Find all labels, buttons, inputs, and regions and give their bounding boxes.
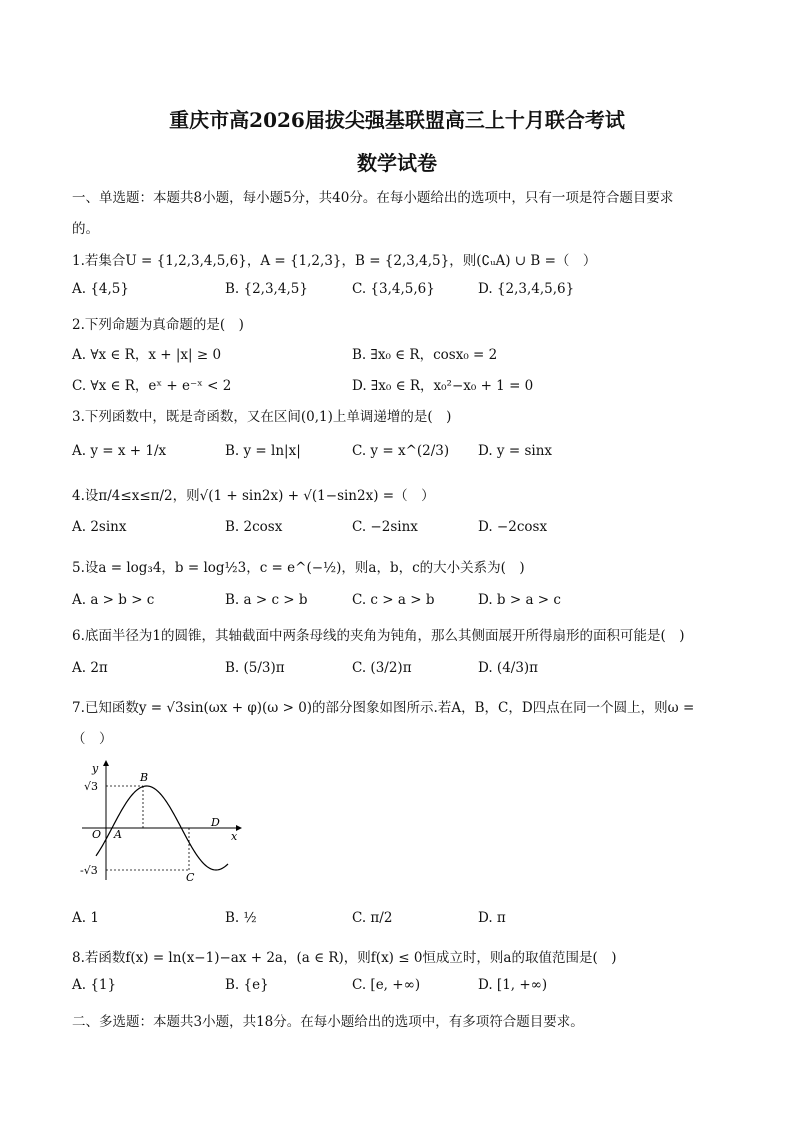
- q1-option-a: A. {4,5}: [72, 281, 129, 297]
- q1-stem: 1.若集合U = {1,2,3,4,5,6}，A = {1,2,3}，B = {2,3,4,5}，则(∁ᵤA) ∪ B =（ ）: [72, 253, 597, 269]
- q7-option-b: B. ½: [225, 910, 257, 926]
- q1-option-c: C. {3,4,5,6}: [352, 281, 435, 297]
- q3-stem: 3.下列函数中，既是奇函数，又在区间(0,1)上单调递增的是( ): [72, 409, 452, 425]
- q4-option-a: A. 2sinx: [72, 519, 127, 535]
- point-a-label: A: [114, 828, 122, 841]
- q7-option-a: A. 1: [72, 910, 99, 926]
- q7-stem: 7.已知函数y = √3sin(ωx + φ)(ω > 0)的部分图象如图所示.若A，B，C，D四点在同一个圆上，则ω =: [72, 700, 695, 716]
- q6-option-a: A. 2π: [72, 660, 108, 676]
- sqrt3-label: √3: [84, 780, 99, 793]
- q8-option-a: A. {1}: [72, 977, 117, 993]
- q2-option-d: D. ∃x₀ ∈ R，x₀²−x₀ + 1 = 0: [352, 378, 534, 394]
- section1-heading-cont: 的。: [72, 221, 99, 237]
- origin-label: O: [92, 828, 102, 841]
- q2-stem: 2.下列命题为真命题的是( ): [72, 317, 244, 333]
- exam-title: 重庆市高2026届拔尖强基联盟高三上十月联合考试: [169, 108, 625, 132]
- q8-option-b: B. {e}: [225, 977, 269, 993]
- q3-option-c: C. y = x^(2/3): [352, 443, 450, 459]
- section1-heading: 一、单选题：本题共8小题，每小题5分，共40分。在每小题给出的选项中，只有一项是符合题目要求: [72, 190, 674, 206]
- q6-option-b: B. (5/3)π: [225, 660, 285, 676]
- q5-option-d: D. b > a > c: [478, 592, 561, 608]
- neg-sqrt3-label: -√3: [80, 864, 98, 877]
- q5-option-b: B. a > c > b: [225, 592, 308, 608]
- q6-option-d: D. (4/3)π: [478, 660, 539, 676]
- q4-option-b: B. 2cosx: [225, 519, 283, 535]
- q5-stem: 5.设a = log₃4，b = log½3，c = e^(−½)，则a，b，c的大小关系为( ): [72, 560, 525, 576]
- q3-option-d: D. y = sinx: [478, 443, 552, 459]
- point-c-label: C: [186, 871, 195, 883]
- q7-sine-graph: [78, 758, 248, 883]
- q1-option-b: B. {2,3,4,5}: [225, 281, 308, 297]
- q5-option-a: A. a > b > c: [72, 592, 155, 608]
- y-axis-arrow: [103, 760, 109, 766]
- q4-option-c: C. −2sinx: [352, 519, 418, 535]
- q2-option-c: C. ∀x ∈ R，eˣ + e⁻ˣ < 2: [72, 378, 232, 394]
- section2-heading: 二、多选题：本题共3小题，共18分。在每小题给出的选项中，有多项符合题目要求。: [72, 1014, 584, 1030]
- q2-option-b: B. ∃x₀ ∈ R，cosx₀ = 2: [352, 347, 498, 363]
- q7-stem-cont: （ ）: [72, 731, 113, 747]
- q8-option-d: D. [1, +∞): [478, 977, 548, 993]
- q3-option-b: B. y = ln|x|: [225, 443, 301, 459]
- q6-option-c: C. (3/2)π: [352, 660, 412, 676]
- q6-stem: 6.底面半径为1的圆锥，其轴截面中两条母线的夹角为钝角，那么其侧面展开所得扇形的面积可能是( ): [72, 628, 685, 644]
- q7-option-d: D. π: [478, 910, 506, 926]
- q2-option-a: A. ∀x ∈ R，x + |x| ≥ 0: [72, 347, 222, 363]
- q4-option-d: D. −2cosx: [478, 519, 548, 535]
- q5-option-c: C. c > a > b: [352, 592, 435, 608]
- q7-option-c: C. π/2: [352, 910, 393, 926]
- q8-option-c: C. [e, +∞): [352, 977, 421, 993]
- x-axis-label: x: [231, 830, 238, 843]
- point-d-label: D: [211, 816, 220, 829]
- q4-stem: 4.设π/4≤x≤π/2，则√(1 + sin2x) + √(1−sin2x) =（ ）: [72, 488, 435, 504]
- q3-option-a: A. y = x + 1/x: [72, 443, 167, 459]
- y-axis-label: y: [92, 762, 99, 775]
- q8-stem: 8.若函数f(x) = ln(x−1)−ax + 2a，(a ∈ R)，则f(x) ≤ 0恒成立时，则a的取值范围是( ): [72, 950, 617, 966]
- point-b-label: B: [140, 771, 149, 784]
- q1-option-d: D. {2,3,4,5,6}: [478, 281, 575, 297]
- exam-subject: 数学试卷: [357, 151, 437, 175]
